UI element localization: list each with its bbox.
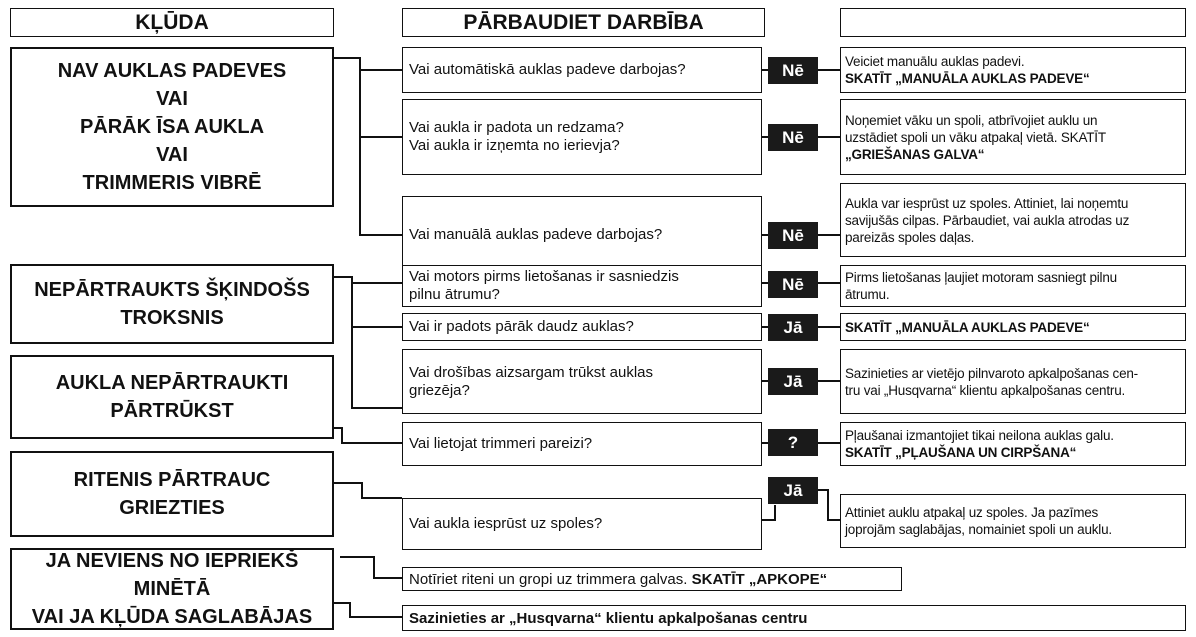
clean-text: Notīriet riteni un gropi uz trimmera galvas.: [409, 570, 692, 588]
check-box: [402, 196, 762, 274]
action-line: uzstādiet spoli un vāku atpakaļ vietā. SKATĪT: [845, 129, 1106, 145]
action-line: tru vai „Husqvarna“ klientu apkalpošanas centru.: [845, 382, 1126, 398]
answer-badge: Nē: [768, 57, 818, 84]
header-action: [840, 8, 1186, 37]
check-line: Vai motors pirms lietošanas ir sasniedzis: [409, 268, 679, 285]
check-line: Vai lietojat trimmeri pareizi?: [409, 435, 593, 452]
fault-line: NEPĀRTRAUKTS ŠĶINDOŠS: [34, 279, 310, 301]
contact-service-box: [402, 605, 1186, 631]
fault-line: VAI JA KĻŪDA SAGLABĀJAS: [31, 606, 313, 628]
check-line: Vai manuālā auklas padeve darbojas?: [409, 226, 663, 243]
fault-line: JA NEVIENS NO IEPRIEKŠ: [45, 550, 299, 572]
answer-badge: Jā: [768, 477, 818, 504]
answer-badge: Nē: [768, 124, 818, 151]
action-line: pareizās spoles daļas.: [845, 229, 975, 245]
answer-badge: Jā: [768, 314, 818, 341]
check-line: Vai drošības aizsargam trūkst auklas: [409, 363, 653, 381]
answer-badge: Nē: [768, 222, 818, 249]
fault-line: AUKLA NEPĀRTRAUKTI: [55, 372, 289, 394]
fault-line: NAV AUKLAS PADEVES: [57, 60, 287, 82]
check-box: [402, 313, 762, 341]
check-box: [402, 349, 762, 414]
fault-line: PĀRĀK ĪSA AUKLA: [79, 116, 265, 138]
fault-line: RITENIS PĀRTRAUC: [73, 469, 271, 491]
action-box: [840, 265, 1186, 307]
fault-line: VAI: [156, 88, 188, 110]
check-box: [402, 265, 762, 307]
action-line: SKATĪT „MANUĀLA AUKLAS PADEVE“: [845, 71, 1090, 86]
action-line: Sazinieties ar vietējo pilnvaroto apkalpošanas cen-: [845, 365, 1138, 381]
action-line: joprojām saglabājas, nomainiet spoli un auklu.: [845, 522, 1112, 537]
action-box: [840, 183, 1186, 257]
fault-line: VAI: [156, 144, 188, 166]
contact-text: Sazinieties ar „Husqvarna“ klientu apkalpošanas centru: [409, 609, 808, 627]
check-box: [402, 99, 762, 175]
answer-badge: Nē: [768, 271, 818, 298]
check-line: pilnu ātrumu?: [409, 286, 500, 303]
action-line: SKATĪT „MANUĀLA AUKLAS PADEVE“: [845, 319, 1090, 335]
header-check: PĀRBAUDIET DARBĪBA: [402, 8, 765, 37]
check-line: Vai automātiskā auklas padeve darbojas?: [409, 61, 686, 78]
action-box: [840, 422, 1186, 466]
answer-badge: ?: [768, 429, 818, 456]
action-line: Attiniet auklu atpakaļ uz spoles. Ja pazīmes: [845, 505, 1099, 520]
action-line: savijušās cilpas. Pārbaudiet, vai aukla atrodas uz: [845, 212, 1130, 228]
check-line: Vai aukla ir izņemta no ierievja?: [409, 137, 620, 154]
action-line: Pļaušanai izmantojiet tikai neilona auklas galu.: [845, 428, 1114, 443]
fault-line: TRIMMERIS VIBRĒ: [82, 172, 262, 194]
check-line: Vai aukla iesprūst uz spoles?: [409, 515, 603, 532]
header-fault: KĻŪDA: [10, 8, 334, 37]
fault-line: PĀRTRŪKST: [110, 400, 234, 422]
clean-ref: SKATĪT „APKOPE“: [691, 570, 828, 588]
fault-line: MINĒTĀ: [133, 578, 211, 600]
check-line: Vai ir padots pārāk daudz auklas?: [409, 318, 634, 335]
action-line: „GRIEŠANAS GALVA“: [845, 146, 985, 162]
action-line: Veiciet manuālu auklas padevi.: [845, 54, 1025, 69]
clean-wheel-box: [402, 567, 902, 591]
answer-badge: Jā: [768, 368, 818, 395]
check-line: Vai aukla ir padota un redzama?: [409, 119, 624, 136]
action-line: SKATĪT „PĻAUŠANA UN CIRPŠANA“: [845, 445, 1077, 460]
fault-line: TROKSNIS: [120, 307, 224, 329]
action-line: Aukla var iesprūst uz spoles. Attiniet, lai noņemtu: [845, 195, 1129, 211]
check-box: [402, 47, 762, 93]
fault-box: [10, 548, 334, 630]
action-box: [840, 349, 1186, 414]
check-line: griezēja?: [409, 381, 470, 399]
fault-line: GRIEZTIES: [119, 497, 225, 519]
fault-box: [10, 264, 334, 344]
fault-box: [10, 47, 334, 207]
fault-box: [10, 451, 334, 537]
check-box: [402, 422, 762, 466]
action-box: [840, 494, 1186, 548]
action-line: Pirms lietošanas ļaujiet motoram sasniegt pilnu: [845, 270, 1117, 285]
action-line: Noņemiet vāku un spoli, atbrīvojiet auklu un: [845, 112, 1098, 128]
action-box: [840, 47, 1186, 93]
action-box: [840, 99, 1186, 175]
check-box: [402, 498, 762, 550]
action-box: [840, 313, 1186, 341]
fault-box: [10, 355, 334, 439]
action-line: ātrumu.: [845, 287, 890, 302]
